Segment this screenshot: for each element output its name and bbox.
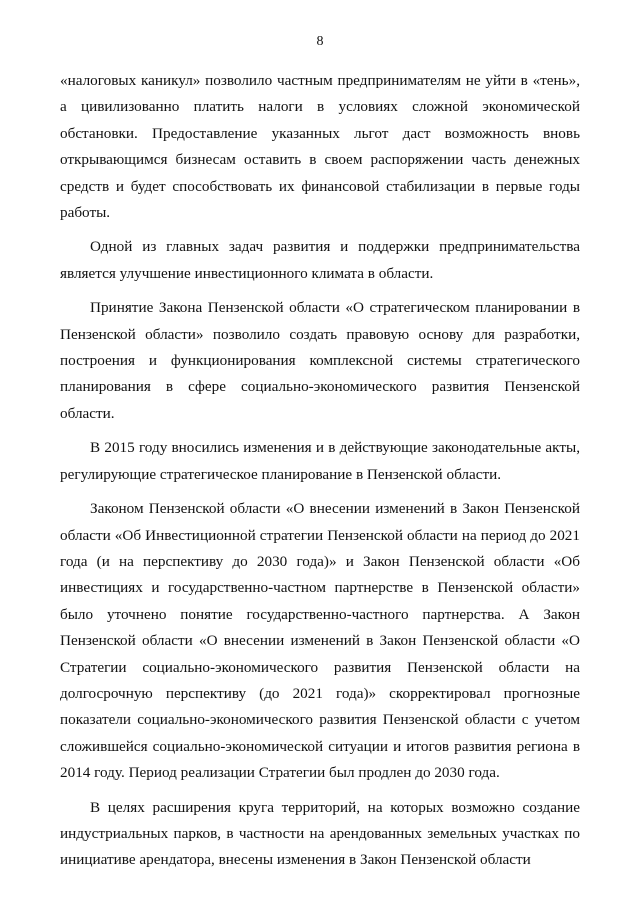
paragraph: Законом Пензенской области «О внесении изменений в Закон Пензенской области «Об Инвестиционной стратегии Пензенской области на период до 2021 года (и на перспективу до 2030 года)» и Закон Пензенской области «Об инвестициях и государственно-частном партнерстве в Пензенской области» было уточнено понятие государственно-частного партнерства. А Закон Пензенской области «О внесении изменений в Закон Пензенской области «О Стратегии социально-экономического развития Пензенской области на долгосрочную перспективу (до 2021 года)» скорректировал прогнозные показатели социально-экономического развития Пензенской области с учетом сложившейся социально-экономической ситуации и итогов развития региона в 2014 году. Период реализации Стратегии был продлен до 2030 года. [60,500,580,782]
paragraph: В 2015 году вносились изменения и в действующие законодательные акты, регулирующие стратегическое планирование в Пензенской области. [60,439,580,483]
paragraph: В целях расширения круга территорий, на которых возможно создание индустриальных парков, в частности на арендованных земельных участках по инициативе арендатора, внесены изменения в Закон Пензенской области [60,798,580,869]
page-number: 8 [316,34,324,49]
paragraph: Принятие Закона Пензенской области «О стратегическом планировании в Пензенской области» позволило создать правовую основу для разработки, построения и функционирования комплексной системы стратегического планирования в сфере социально-экономического развития Пензенской области. [60,299,580,422]
paragraph-continued: «налоговых каникул» позволило частным предпринимателям не уйти в «тень», а цивилизованно платить налоги в условиях сложной экономической обстановки. Предоставление указанных льгот даст возможность вновь открывающимся бизнесам оставить в своем распоряжении часть денежных средств и будет способствовать их финансовой стабилизации в первые годы работы. [60,72,580,222]
document-body [60,68,580,882]
paragraph: Одной из главных задач развития и поддержки предпринимательства является улучшение инвестиционного климата в области. [60,238,580,282]
